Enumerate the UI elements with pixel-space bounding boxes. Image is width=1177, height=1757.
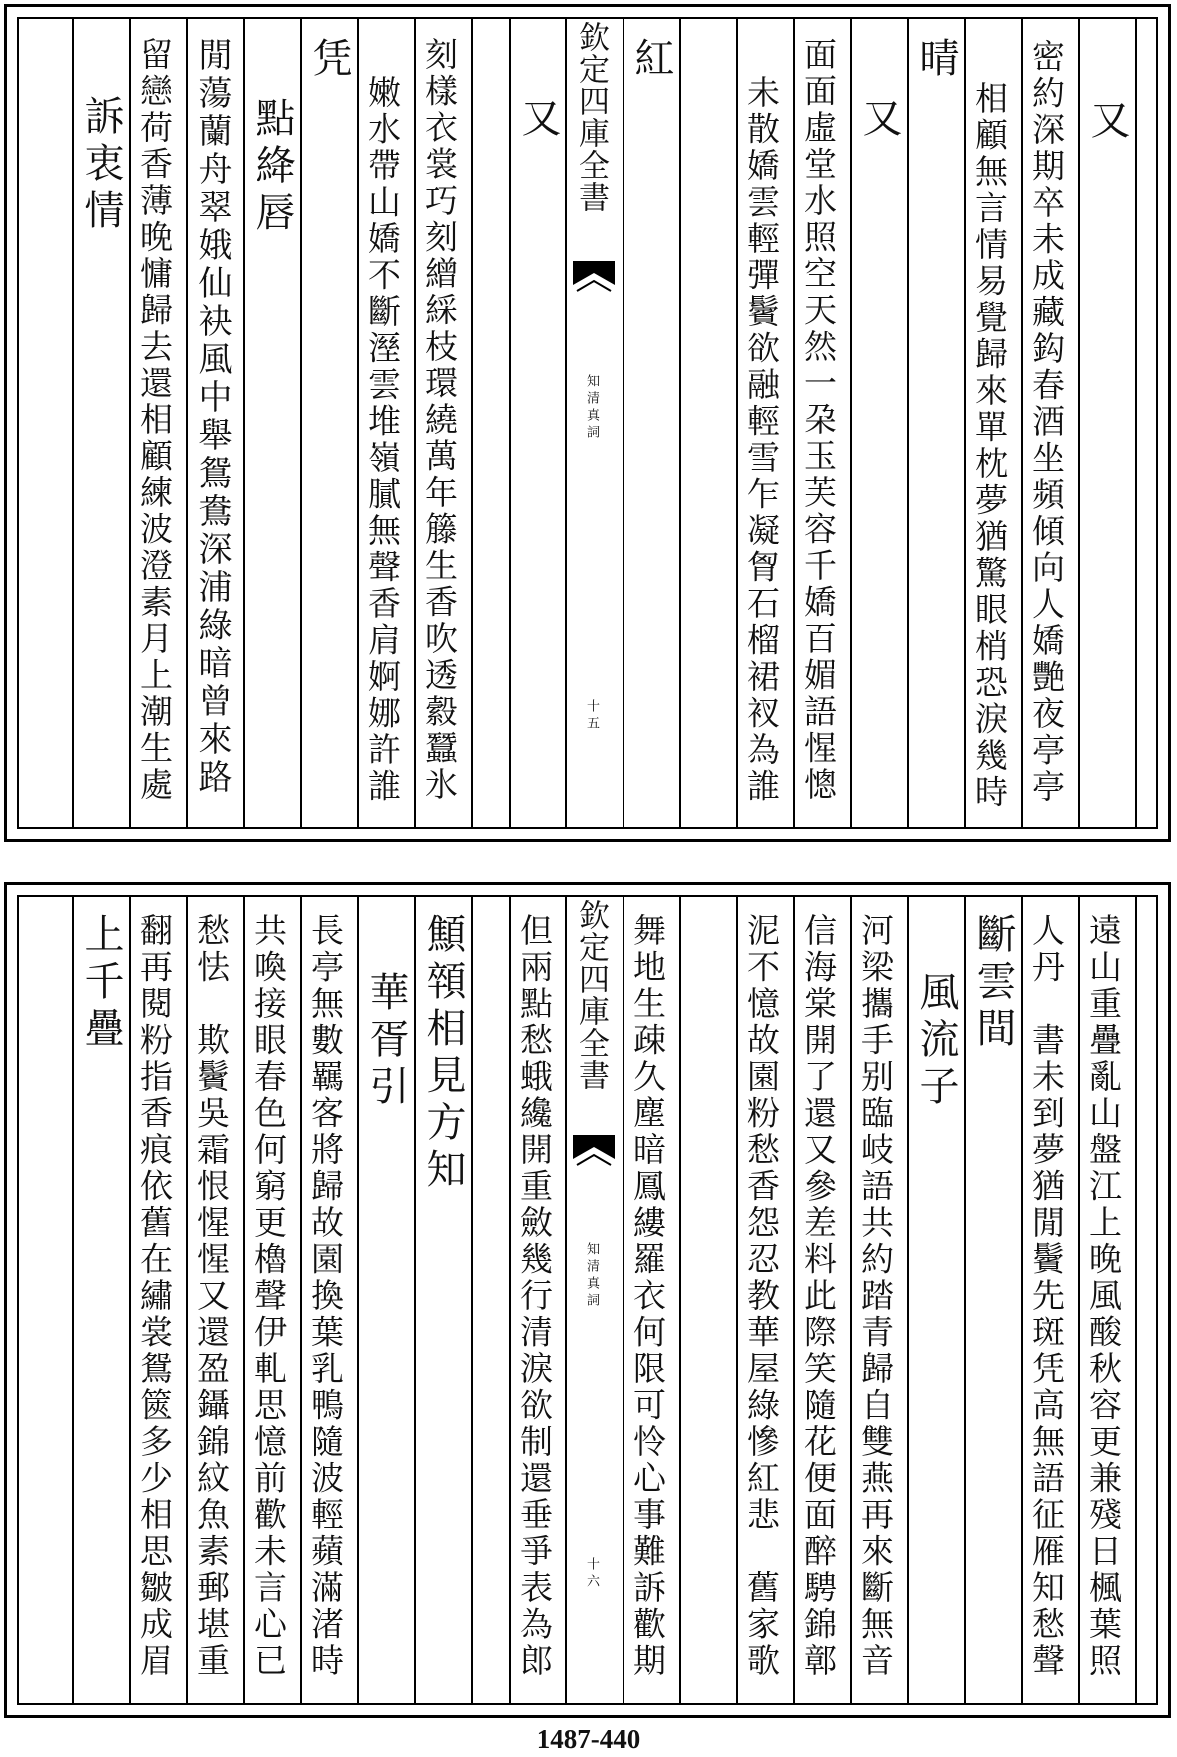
text-column: 訴衷情 <box>78 95 124 236</box>
top-page-panel <box>4 4 1171 842</box>
text-column: 華胥引 <box>363 971 409 1112</box>
work-title: 知清真詞 <box>584 374 599 442</box>
text-column: 點絳唇 <box>249 97 295 238</box>
text-column: 未散嬌雲輕彈鬢欲融輕雪乍凝胷石榴裙衩為誰 <box>742 75 781 805</box>
text-column: 相顧無言情易覺歸來單枕夢猶驚眼梢恐淚幾時 <box>970 81 1009 811</box>
bottom-page-panel <box>4 882 1171 1718</box>
fish-tail-ornament <box>573 1135 615 1195</box>
text-column: 凭 <box>306 37 352 84</box>
text-column: 愁怯 欺鬢吳霜恨惺惺又還盈鑷錦紋魚素郵堪重 <box>192 913 231 1680</box>
text-column: 遠山重疊亂山盤江上晚風酸秋容更兼殘日楓葉照 <box>1084 913 1123 1680</box>
folio-number: 十六 <box>584 1557 599 1591</box>
text-column: 晴 <box>913 37 959 84</box>
center-margin-column <box>567 19 623 827</box>
book-title: 欽定四庫全書 <box>573 899 609 1091</box>
fish-tail-ornament <box>573 261 615 321</box>
text-column: 舞地生疎久塵暗鳳縷羅衣何限可怜心事難訴歡期 <box>628 913 667 1680</box>
text-column: 刻樣衣裳巧刻繒綵枝環繞萬年籐生香吹透縠蠶氷 <box>420 37 459 804</box>
bottom-text-frame <box>17 895 1158 1705</box>
text-column: 但兩點愁蛾纔開重斂幾行清淚欲制還垂爭表為郎 <box>515 913 554 1680</box>
text-column: 閒蕩蘭舟翠娥仙袂風中舉鴛鴦深浦綠暗曾來路 <box>192 37 232 797</box>
text-column: 紅 <box>628 37 674 84</box>
text-column: 信海棠開了還又參差料此際笑隨花便面醉騁錦鄣 <box>799 913 838 1680</box>
top-text-frame <box>17 17 1158 829</box>
center-margin-column <box>567 897 623 1703</box>
text-column: 共喚接眼春色何窮更櫓聲伊軋思憶前歡未言心已 <box>249 913 288 1680</box>
text-column: 翻再閱粉指香痕依舊在繡裳鴛篋多少相思皺成眉 <box>135 913 174 1680</box>
text-column: 密約深期卒未成藏鈎春酒坐頻傾向人嬌艷夜亭亭 <box>1027 39 1066 806</box>
text-column: 留戀荷香薄晚慵歸去還相顧練波澄素月上潮生處 <box>135 37 174 804</box>
text-column: 又 <box>1084 99 1130 146</box>
text-column: 上千疊 <box>78 913 124 1054</box>
text-column: 又 <box>515 97 561 144</box>
text-column: 又 <box>856 97 902 144</box>
text-column: 長亭無數羈客將歸故園換葉乳鴨隨波輕蘋滿渚時 <box>306 913 345 1680</box>
text-column: 泥不憶故園粉愁香怨忍教華屋綠慘紅悲 舊家歌 <box>742 913 781 1680</box>
folio-number: 十五 <box>584 699 599 733</box>
page-number: 1487-440 <box>536 1724 641 1754</box>
text-column: 人丹 書未到夢猶閒鬢先斑凭高無語征雁知愁聲 <box>1027 913 1066 1680</box>
text-column: 斷雲間 <box>970 913 1016 1054</box>
text-column: 顦顇相見方知 <box>420 913 466 1195</box>
book-title: 欽定四庫全書 <box>573 21 609 213</box>
text-column: 河梁攜手别臨岐語共約踏青歸自雙燕再來斷無音 <box>856 913 895 1680</box>
work-title: 知清真詞 <box>584 1242 599 1310</box>
text-column: 面面虛堂水照空天然一朶玉芙容千嬌百媚語惺憁 <box>799 37 838 804</box>
text-column: 風流子 <box>913 971 959 1112</box>
text-column: 嫩水帶山嬌不斷溼雲堆嶺膩無聲香肩婀娜許誰 <box>363 75 402 805</box>
